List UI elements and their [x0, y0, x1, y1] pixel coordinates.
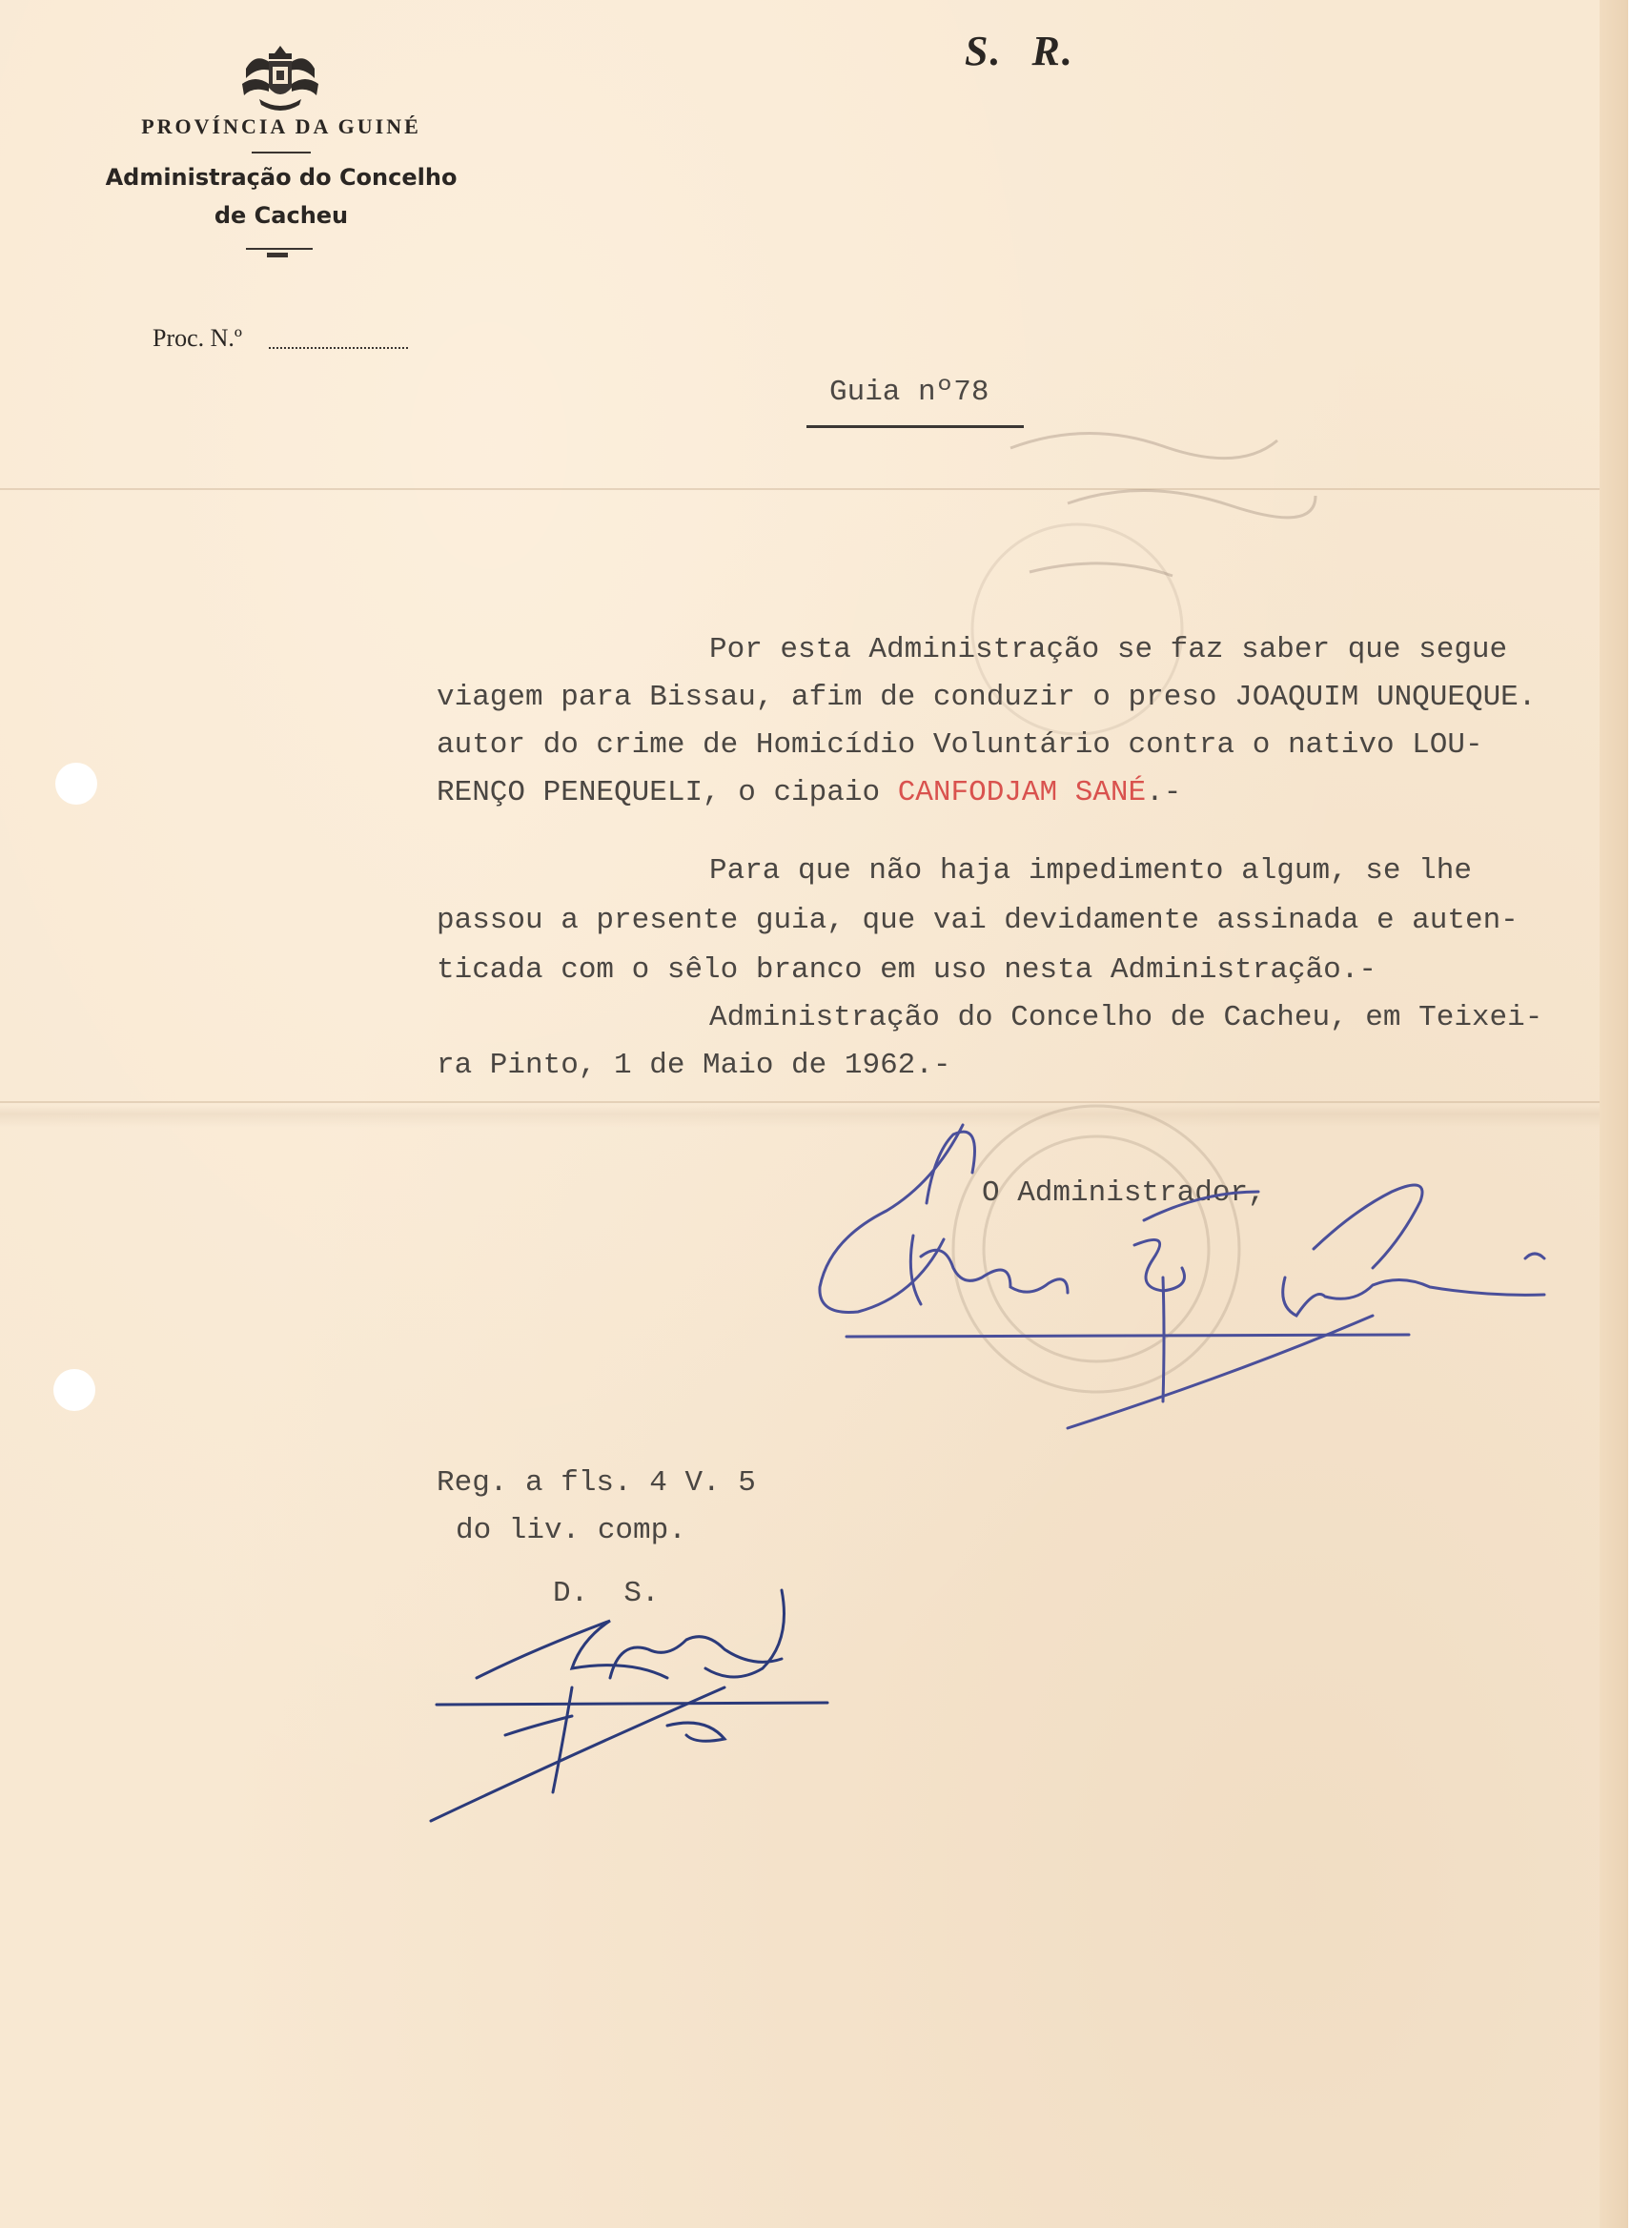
punch-hole-lower: [53, 1369, 95, 1411]
guide-title-underline: [806, 425, 1024, 428]
body-p1-line4: [437, 778, 1181, 807]
pencil-notes: [1010, 433, 1315, 576]
body-p1-line4-suffix: .-: [1146, 776, 1182, 809]
letterhead-divider: [252, 152, 311, 153]
body-p2-line3: ticada com o sêlo branco em uso nesta Administração.-: [437, 953, 1377, 987]
province-name: PROVÍNCIA DA GUINÉ: [141, 114, 421, 138]
escort-name: CANFODJAM SANÉ: [897, 776, 1147, 809]
administration-name: Administração do Concelho: [105, 164, 458, 191]
registry-line1: Reg. a fls. 4 V. 5: [437, 1466, 756, 1500]
body-p2-line2: passou a presente guia, que vai devidamente assinada e auten-: [437, 904, 1519, 937]
body-p2-line1: Para que não haja impedimento algum, se lhe: [709, 854, 1472, 888]
classification-mark: S. R.: [965, 28, 1074, 74]
registry-initials: D. S.: [553, 1577, 660, 1610]
process-number-label: Proc. N.º: [153, 324, 242, 352]
paper-fold-lower: [0, 1101, 1628, 1103]
body-p3-line2: ra Pinto, 1 de Maio de 1962.-: [437, 1049, 951, 1082]
guide-title: Guia nº78: [829, 376, 989, 409]
administration-district: de Cacheu: [214, 202, 349, 229]
paper-edge: [1600, 0, 1628, 2228]
letterhead-divider-lower: [246, 248, 313, 250]
body-p1-line2: viagem para Bissau, afim de conduzir o preso JOAQUIM UNQUEQUE.: [437, 681, 1537, 714]
body-p1-line1: Por esta Administração se faz saber que segue: [709, 633, 1508, 666]
registry-line2: do liv. comp.: [456, 1514, 686, 1547]
letterhead-divider-mark: [267, 253, 288, 257]
administrator-signature: [820, 1125, 1544, 1428]
process-number-field: [269, 347, 408, 349]
paper-fold-upper: [0, 488, 1628, 490]
body-p1-line3: autor do crime de Homicídio Voluntário contra o nativo LOU-: [437, 728, 1483, 762]
punch-hole-upper: [55, 763, 97, 805]
registry-signature: [431, 1590, 827, 1821]
body-p3-line1: Administração do Concelho de Cacheu, em Teixei-: [709, 1001, 1543, 1034]
coat-of-arms-icon: [236, 42, 324, 114]
signature-title: O Administrador,: [982, 1176, 1266, 1210]
body-p1-line4-prefix: RENÇO PENEQUELI, o cipaio: [437, 776, 898, 809]
